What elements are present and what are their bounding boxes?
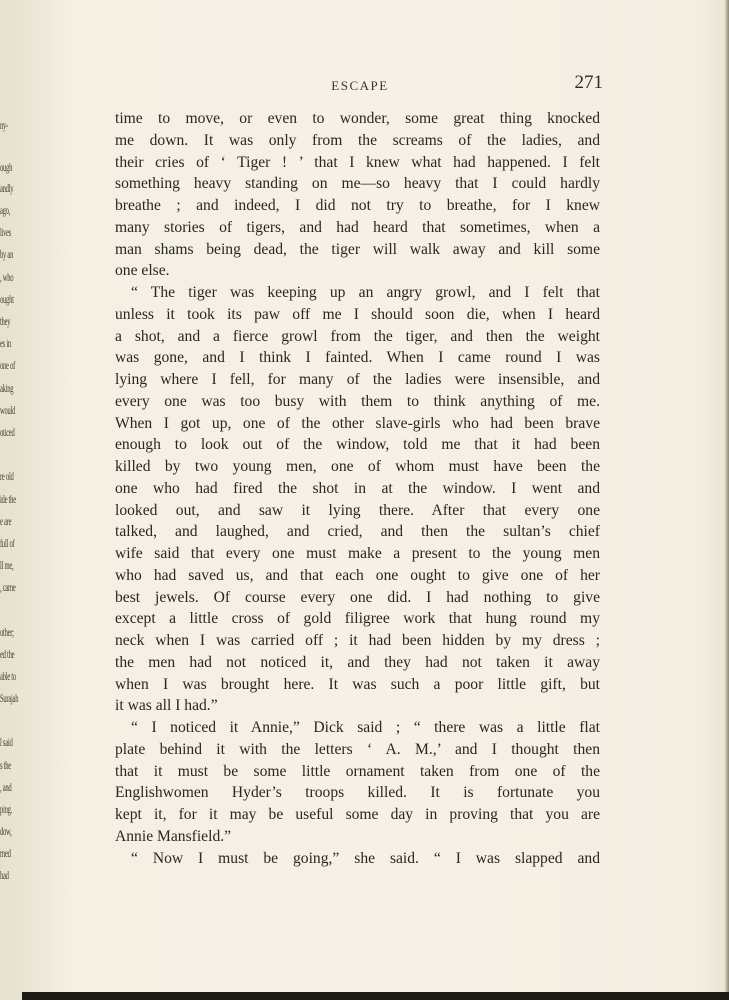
text-line: enough to look out of the window, told me that it had been bbox=[115, 436, 600, 454]
text-line: lying where I fell, for many of the ladies were insensible, and bbox=[115, 371, 600, 388]
margin-fragment: , who bbox=[0, 270, 14, 284]
text-line: their cries of ‘ Tiger ! ’ that I knew what had happened. I felt bbox=[115, 153, 600, 171]
text-line: one else. bbox=[115, 262, 170, 280]
page-number: 271 bbox=[574, 72, 603, 93]
margin-fragment: able to bbox=[0, 669, 16, 683]
text-line: every one was too busy with them to think anything of me. bbox=[115, 392, 600, 410]
text-line: that it must be some little ornament taken from one of the bbox=[115, 762, 600, 780]
margin-fragment: es in bbox=[0, 336, 11, 350]
text-line: a shot, and a fierce growl from the tiger, and then the weight bbox=[115, 327, 600, 345]
text-line: Englishwomen Hyder’s troops killed. It is fortunate you bbox=[115, 784, 600, 802]
body-text bbox=[115, 108, 600, 869]
text-line: best jewels. Of course every one did. I had nothing to give bbox=[115, 588, 600, 606]
text-line: man shams being dead, the tiger will walk away and kill some bbox=[115, 240, 600, 258]
text-line: except a little cross of gold filigree work that hung round my bbox=[115, 610, 600, 628]
margin-fragment: dow, bbox=[0, 824, 12, 838]
margin-fragment: ago, bbox=[0, 203, 11, 217]
scan-bottom-border bbox=[22, 992, 729, 1000]
text-line: killed by two young men, one of whom must have been the bbox=[115, 458, 600, 475]
text-line: looked out, and saw it lying there. After that every one bbox=[115, 501, 600, 519]
text-line: “ I noticed it Annie,” Dick said ; “ there was a little flat bbox=[131, 719, 600, 736]
margin-fragment: Surajah bbox=[0, 691, 19, 705]
margin-fragment: , and bbox=[0, 780, 12, 794]
text-line: wife said that every one must make a present to the young men bbox=[115, 545, 600, 562]
margin-fragment: lives bbox=[0, 225, 12, 239]
margin-fragment: s the bbox=[0, 758, 11, 772]
text-line: the men had not noticed it, and they had not taken it away bbox=[115, 653, 600, 671]
text-line: “ Now I must be going,” she said. “ I was slapped and bbox=[131, 849, 600, 867]
text-line: who had saved us, and that each one ought to give one of her bbox=[115, 566, 600, 584]
margin-fragment: l said bbox=[0, 735, 13, 749]
text-line: talked, and laughed, and cried, and then the sultan’s chief bbox=[115, 523, 600, 541]
margin-fragment: ll me, bbox=[0, 558, 14, 572]
margin-fragment: one of bbox=[0, 358, 16, 372]
margin-fragment: oticed bbox=[0, 425, 15, 439]
text-line: neck when I was carried off ; it had been hidden by my dress ; bbox=[115, 632, 600, 649]
text-line: When I got up, one of the other slave-girls who had been brave bbox=[115, 414, 600, 432]
page-header bbox=[115, 70, 605, 100]
text-line: breathe ; and indeed, I did not try to breathe, for I knew bbox=[115, 197, 600, 214]
adjacent-page-bleed bbox=[0, 0, 20, 1000]
page-edge-shadow bbox=[725, 0, 729, 1000]
text-line: plate behind it with the letters ‘ A. M.,’ and I thought then bbox=[115, 740, 600, 758]
margin-fragment: andly bbox=[0, 181, 14, 195]
text-line: kept it, for it may be useful some day in proving that you are bbox=[115, 806, 600, 823]
margin-fragment: aking bbox=[0, 381, 14, 395]
margin-fragment: would bbox=[0, 403, 16, 417]
margin-fragment: e are bbox=[0, 514, 12, 528]
margin-fragment: ny- bbox=[0, 118, 8, 132]
text-line: many stories of tigers, and had heard that sometimes, when a bbox=[115, 218, 600, 236]
margin-fragment: by an bbox=[0, 247, 14, 261]
text-line: time to move, or even to wonder, some great thing knocked bbox=[115, 110, 600, 127]
margin-fragment: full of bbox=[0, 536, 15, 550]
margin-fragment: other; bbox=[0, 625, 14, 639]
margin-fragment: had bbox=[0, 868, 9, 882]
margin-fragment: re old bbox=[0, 469, 14, 483]
text-line: it was all I had.” bbox=[115, 697, 218, 715]
text-line: Annie Mansfield.” bbox=[115, 827, 232, 845]
text-line: one who had fired the shot in at the window. I went and bbox=[115, 479, 600, 497]
margin-fragment: ough bbox=[0, 160, 13, 174]
margin-fragment: ed the bbox=[0, 647, 15, 661]
text-line: something heavy standing on me—so heavy that I could hardly bbox=[115, 175, 600, 193]
text-line: me down. It was only from the screams of the ladies, and bbox=[115, 131, 600, 149]
margin-fragment: , came bbox=[0, 580, 16, 594]
text-line: “ The tiger was keeping up an angry growl, and I felt that bbox=[131, 284, 600, 301]
text-line: was gone, and I think I fainted. When I came round I was bbox=[115, 349, 600, 367]
margin-fragment: rned bbox=[0, 846, 11, 860]
text-line: when I was brought here. It was such a poor little gift, but bbox=[115, 675, 600, 693]
margin-fragment: they bbox=[0, 314, 11, 328]
margin-fragment: ought bbox=[0, 292, 14, 306]
margin-fragment: ping. bbox=[0, 802, 13, 816]
text-line: unless it took its paw off me I should soon die, when I heard bbox=[115, 305, 600, 323]
margin-fragment: ide the bbox=[0, 492, 16, 506]
running-head: ESCAPE bbox=[331, 78, 389, 93]
